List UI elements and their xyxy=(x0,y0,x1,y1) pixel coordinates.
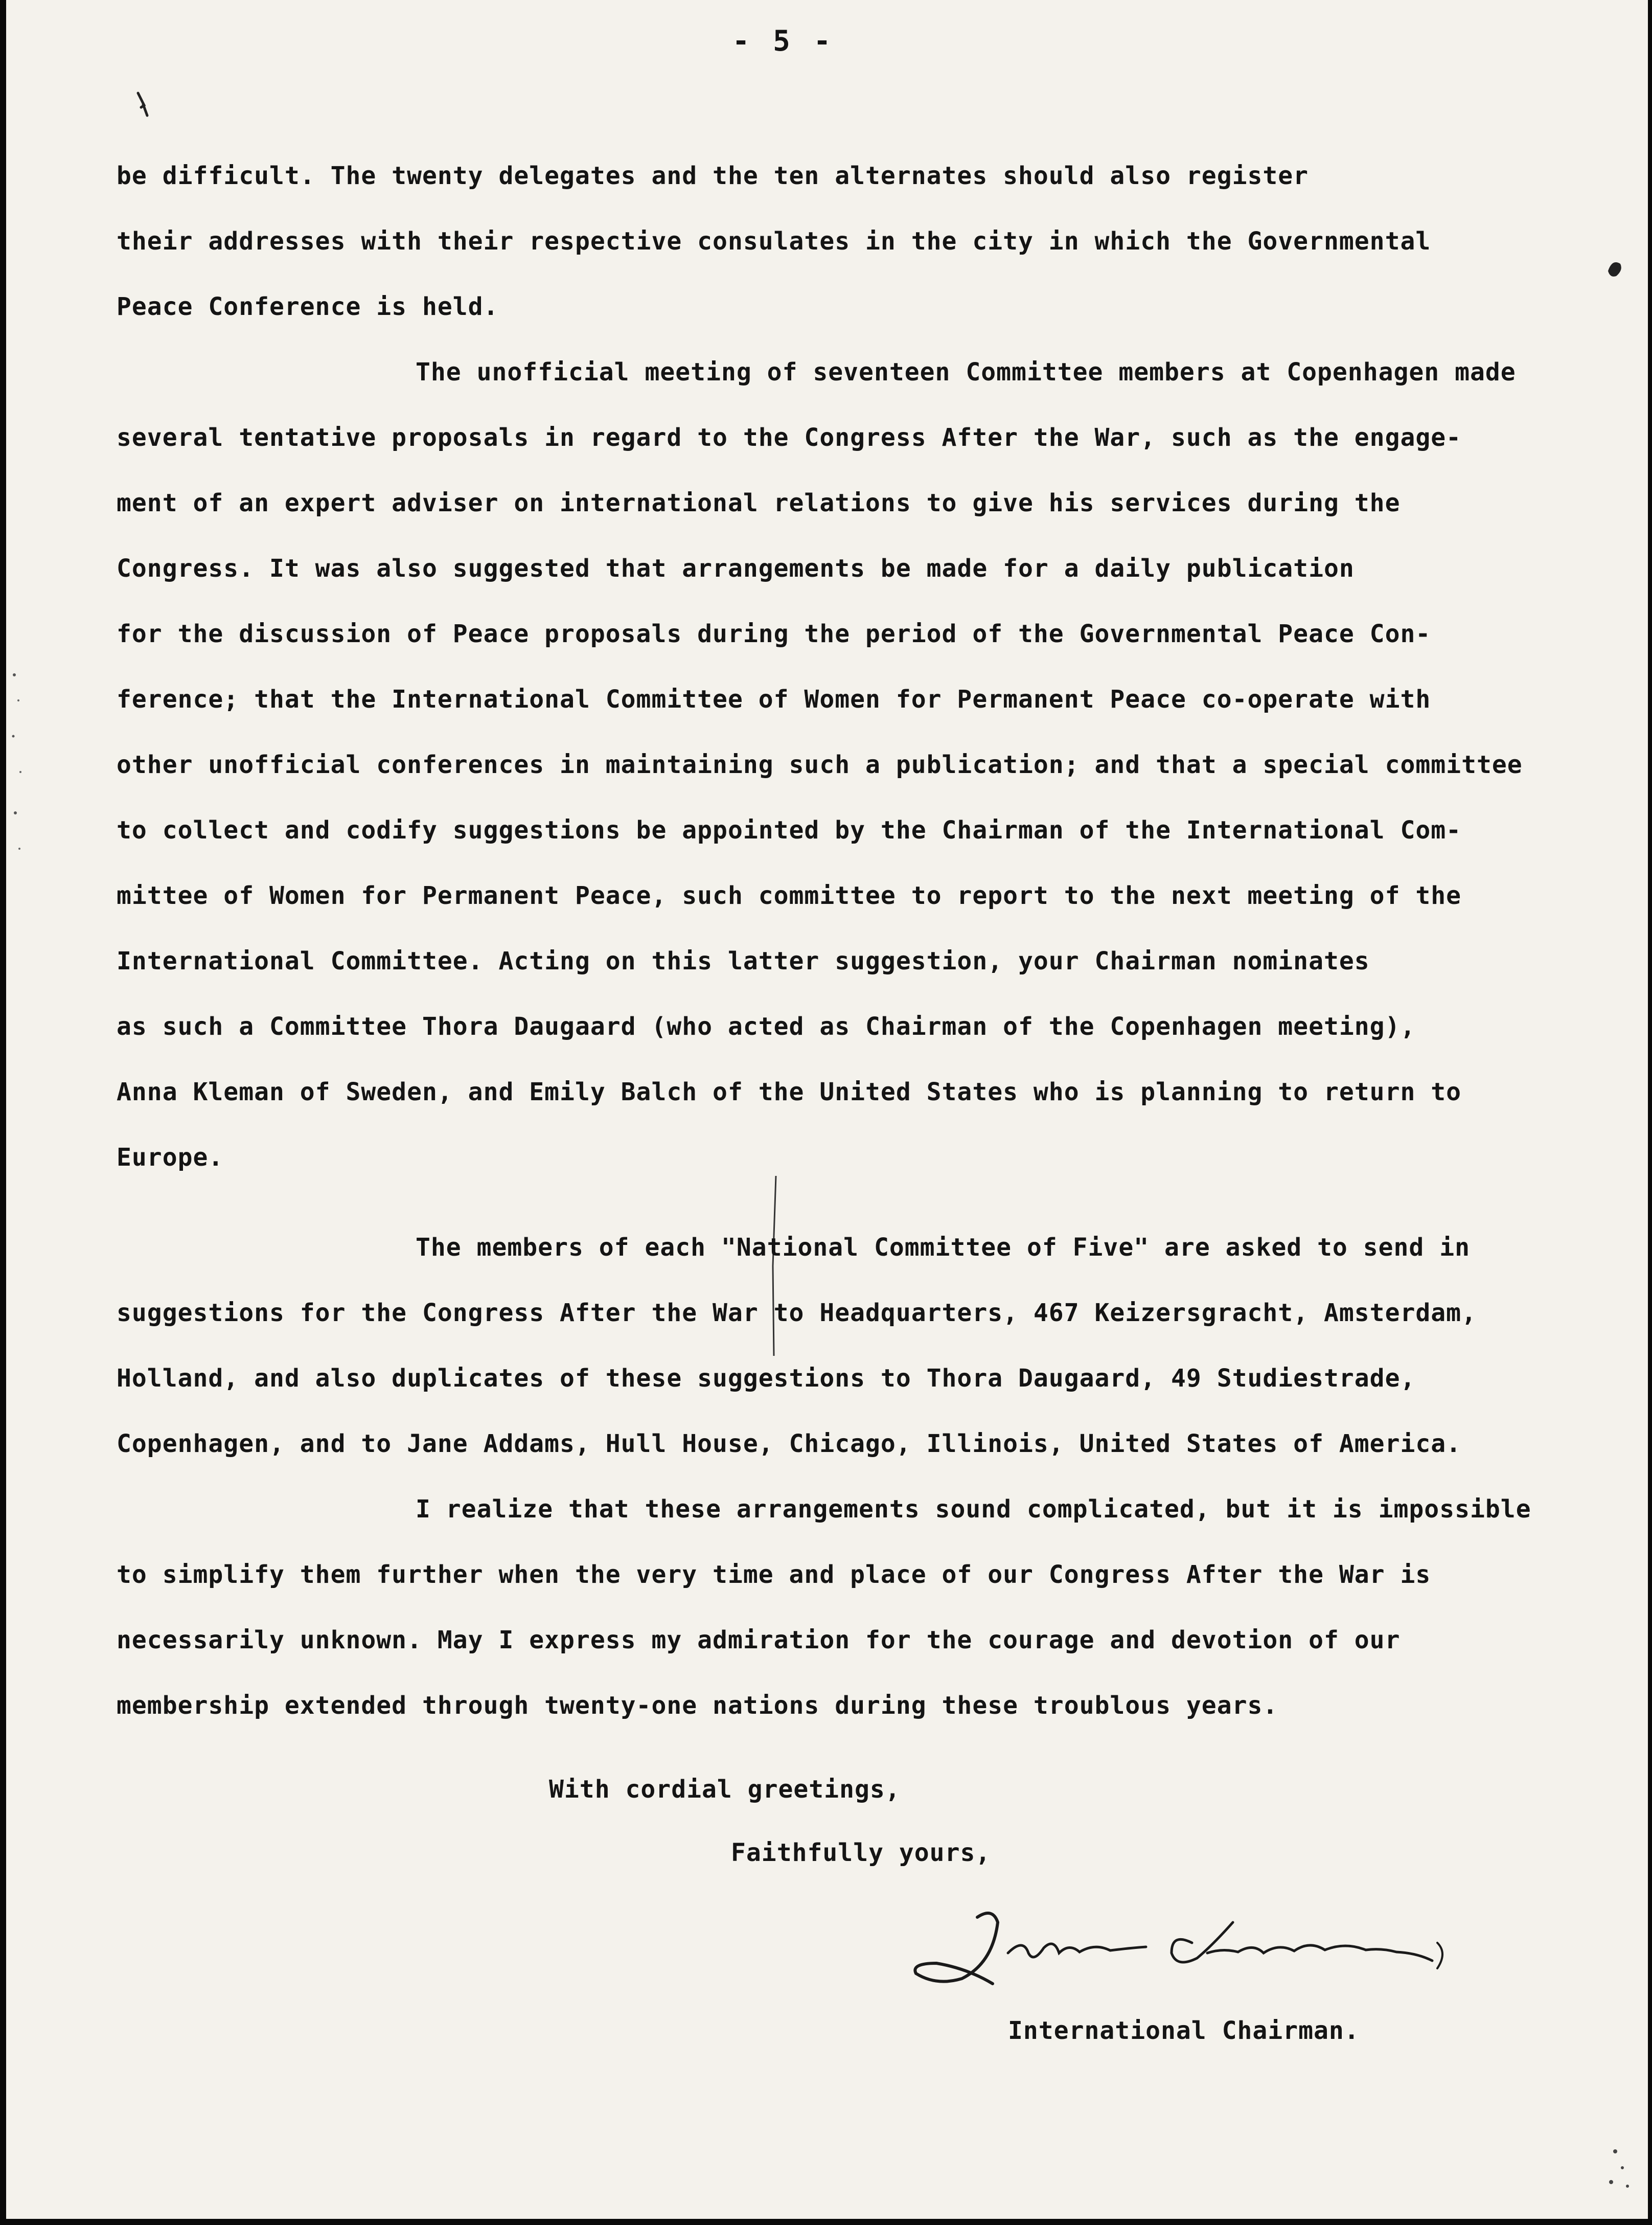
text-line: for the discussion of Peace proposals during the period of the Governmental Peace Con- xyxy=(117,620,1431,648)
text-line: The members of each "National Committee of Five" are asked to send in xyxy=(416,1233,1470,1262)
page-number: - 5 - xyxy=(732,25,834,58)
text-line: to collect and codify suggestions be appointed by the Chairman of the International Com- xyxy=(117,816,1462,845)
text-line: Anna Kleman of Sweden, and Emily Balch of the United States who is planning to return to xyxy=(117,1078,1462,1106)
text-line: their addresses with their respective consulates in the city in which the Governmental xyxy=(117,227,1431,256)
text-line: other unofficial conferences in maintaining such a publication; and that a special committee xyxy=(117,751,1523,779)
text-line: to simplify them further when the very time and place of our Congress After the War is xyxy=(117,1560,1431,1589)
scan-specks-corner xyxy=(1605,2141,1636,2192)
text-line: Congress. It was also suggested that arrangements be made for a daily publication xyxy=(117,554,1355,583)
text-line: suggestions for the Congress After the War to Headquarters, 467 Keizersgracht, Amsterdam, xyxy=(117,1299,1477,1327)
text-line: mittee of Women for Permanent Peace, such committee to report to the next meeting of the xyxy=(117,881,1462,910)
closing-greeting: With cordial greetings, xyxy=(549,1775,901,1804)
paragraph-closing-remarks xyxy=(117,1477,1599,1738)
text-line: several tentative proposals in regard to the Congress After the War, such as the engage- xyxy=(117,423,1462,452)
closing-valediction: Faithfully yours, xyxy=(731,1838,991,1867)
text-line: ment of an expert adviser on international relations to give his services during the xyxy=(117,489,1401,517)
pencil-mark-icon xyxy=(134,90,154,121)
ink-blot-icon xyxy=(1605,256,1625,281)
text-line: The unofficial meeting of seventeen Committee members at Copenhagen made xyxy=(416,358,1516,387)
text-line: Europe. xyxy=(117,1143,224,1172)
text-line: I realize that these arrangements sound complicated, but it is impossible xyxy=(416,1495,1531,1524)
text-line: necessarily unknown. May I express my admiration for the courage and devotion of our xyxy=(117,1626,1401,1654)
text-line: be difficult. The twenty delegates and the ten alternates should also register xyxy=(117,162,1309,190)
text-line: Holland, and also duplicates of these suggestions to Thora Daugaard, 49 Studiestrade, xyxy=(117,1364,1416,1393)
text-line: membership extended through twenty-one nations during these troublous years. xyxy=(117,1691,1278,1720)
signatory-title: International Chairman. xyxy=(1008,2016,1360,2045)
paragraph-copenhagen-meeting xyxy=(117,339,1599,1256)
text-line: Copenhagen, and to Jane Addams, Hull House, Chicago, Illinois, United States of America. xyxy=(117,1429,1462,1458)
text-line: International Committee. Acting on this latter suggestion, your Chairman nominates xyxy=(117,947,1370,975)
text-line: Peace Conference is held. xyxy=(117,292,499,321)
paragraph-national-committees xyxy=(117,1215,1599,1477)
scan-specks xyxy=(9,665,30,869)
paragraph-continuation xyxy=(117,143,1599,339)
handwritten-signature xyxy=(906,1887,1519,2009)
text-line: ference; that the International Committee of Women for Permanent Peace co-operate with xyxy=(117,685,1431,714)
document-page xyxy=(6,0,1648,2219)
text-line: as such a Committee Thora Daugaard (who acted as Chairman of the Copenhagen meeting), xyxy=(117,1012,1416,1041)
